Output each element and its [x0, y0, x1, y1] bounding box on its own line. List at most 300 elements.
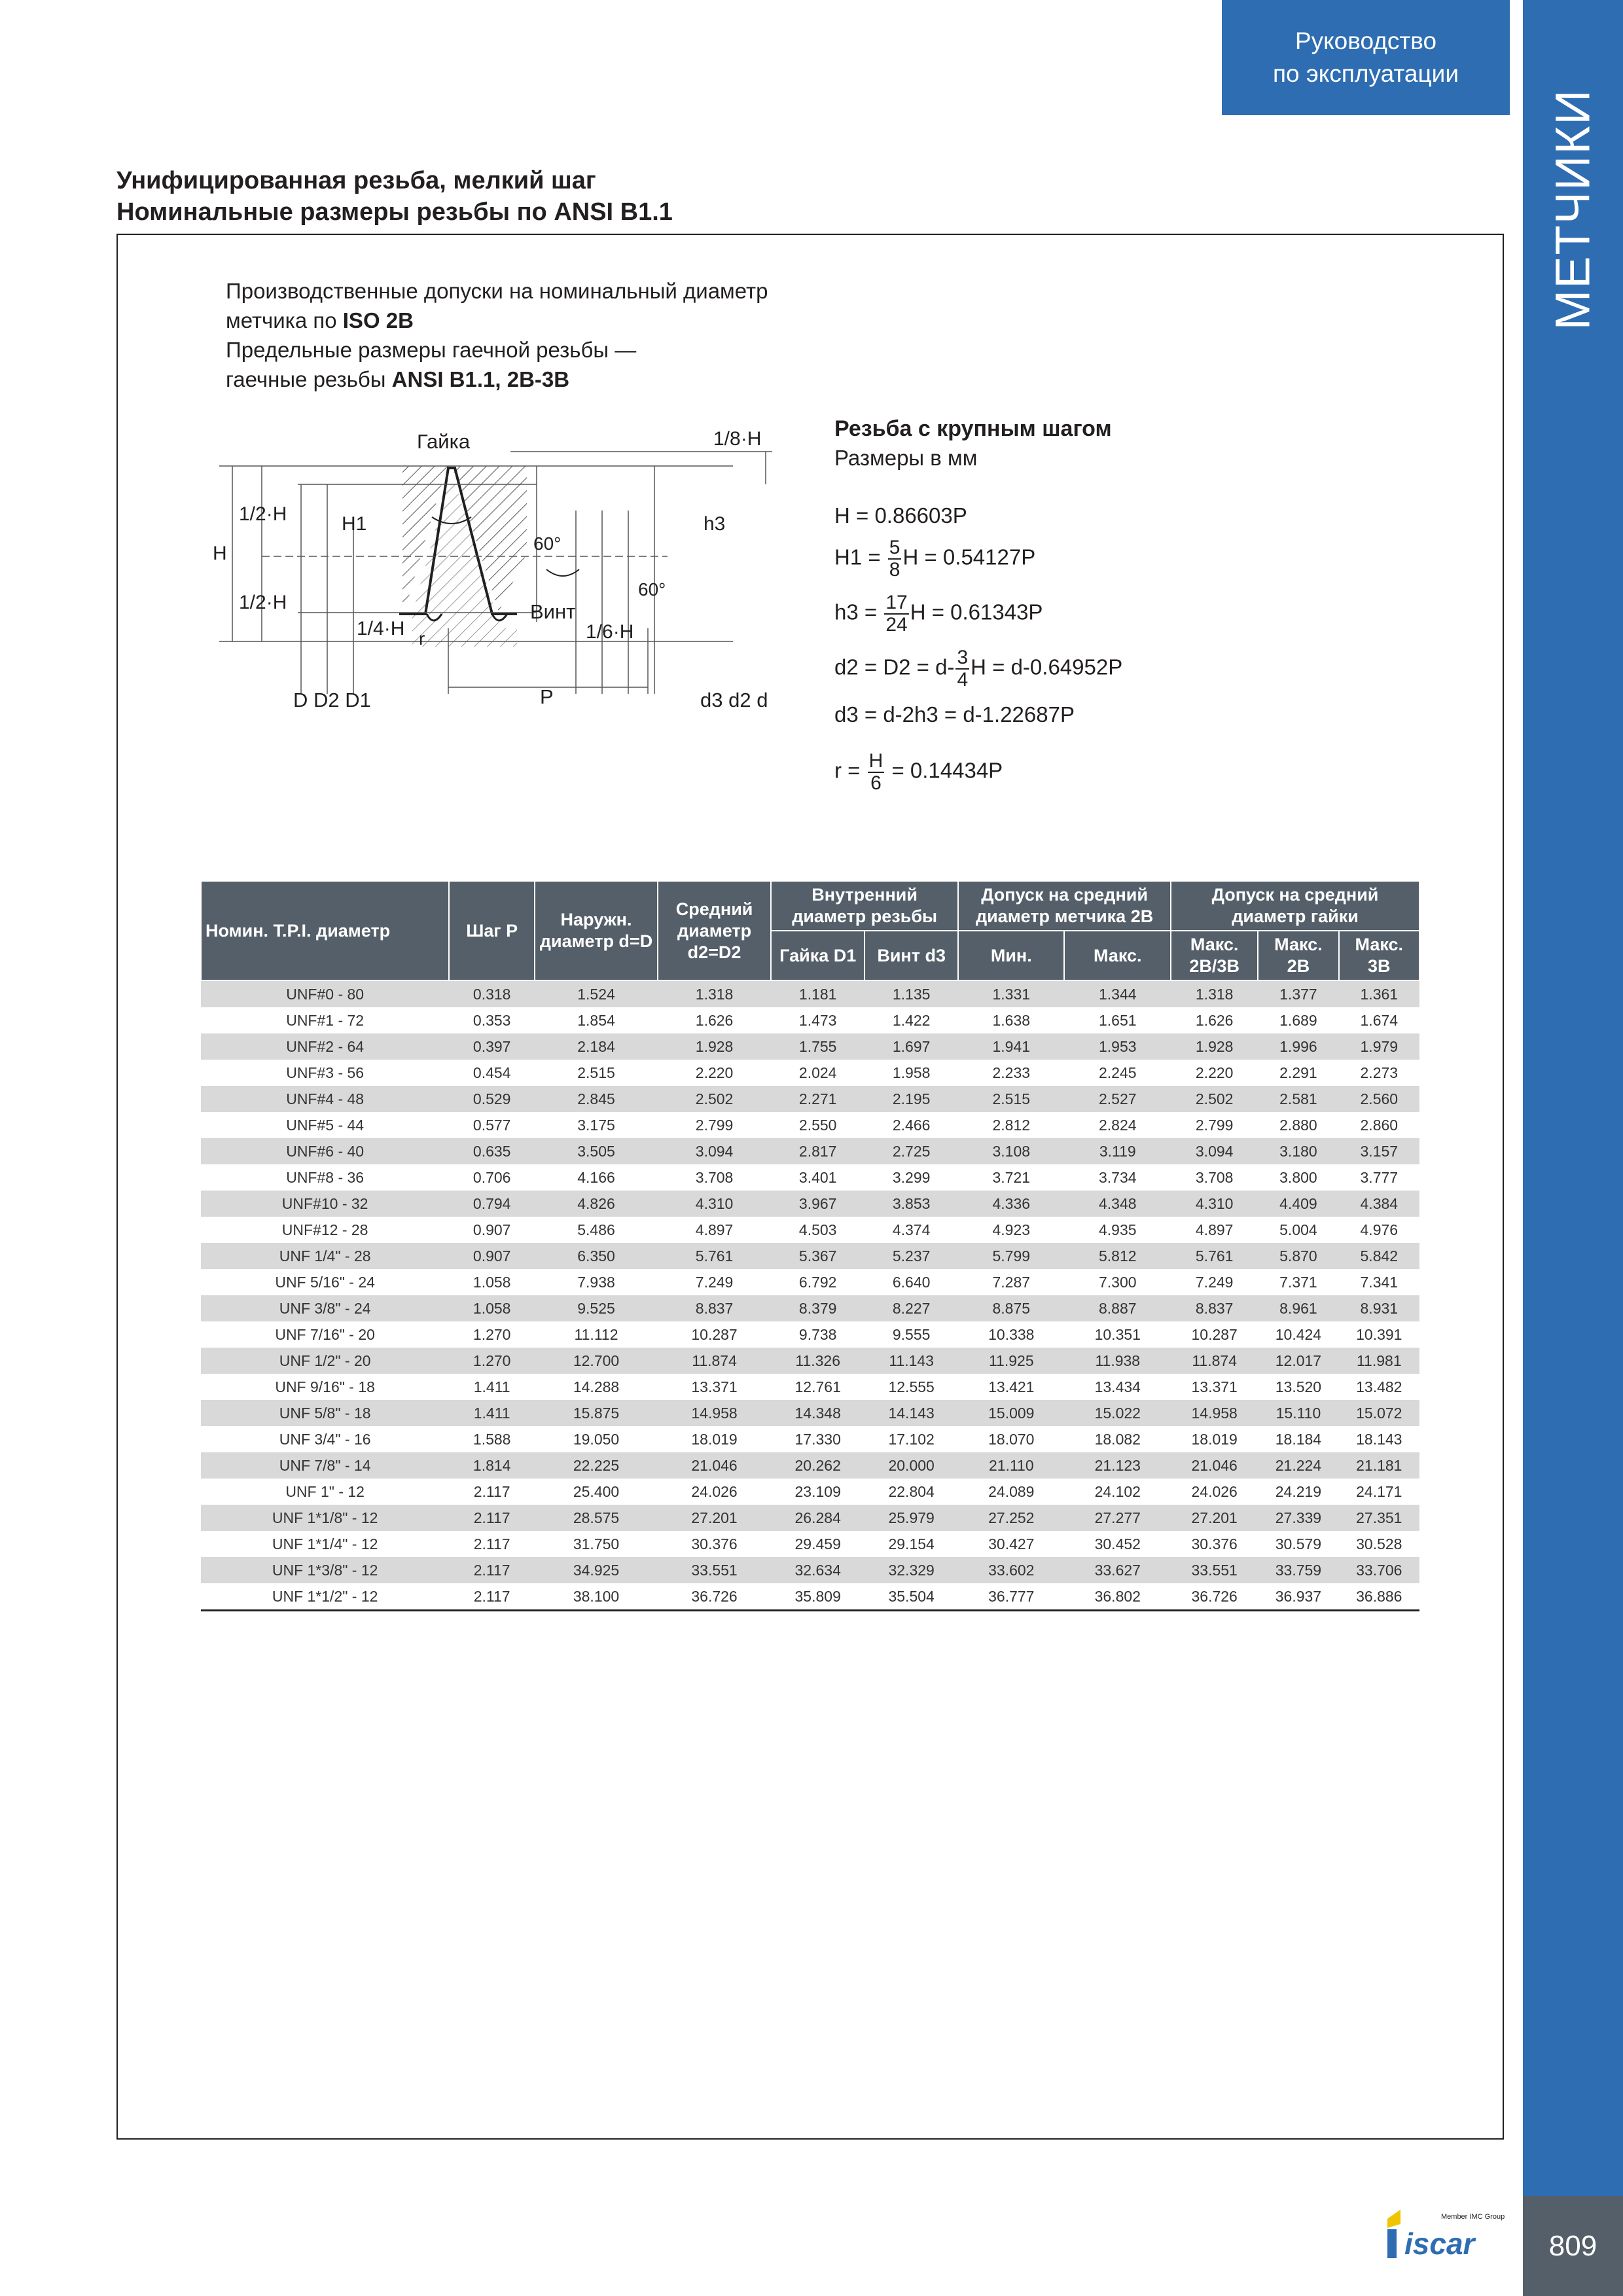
label-nut: Гайка — [417, 430, 471, 453]
table-cell: 2.466 — [865, 1112, 958, 1138]
table-cell: 1.958 — [865, 1060, 958, 1086]
cell-designation: UNF 7/16" - 20 — [201, 1321, 449, 1348]
cell-designation: UNF#3 - 56 — [201, 1060, 449, 1086]
table-cell: 30.528 — [1339, 1531, 1419, 1557]
table-cell: 1.626 — [1171, 1007, 1258, 1033]
label-sixth-h: 1/6·H — [586, 621, 634, 643]
table-cell: 7.341 — [1339, 1269, 1419, 1295]
table-cell: 11.874 — [658, 1348, 771, 1374]
table-cell: 10.287 — [658, 1321, 771, 1348]
table-cell: 2.024 — [771, 1060, 865, 1086]
table-cell: 11.112 — [535, 1321, 658, 1348]
cell-designation: UNF 3/8" - 24 — [201, 1295, 449, 1321]
table-cell: 28.575 — [535, 1505, 658, 1531]
table-cell: 1.524 — [535, 980, 658, 1007]
table-cell: 21.046 — [1171, 1452, 1258, 1479]
manual-header-line2: по эксплуатации — [1273, 60, 1459, 87]
col-nominal: Номин. T.P.I. диаметр — [201, 881, 449, 980]
cell-designation: UNF 1/4" - 28 — [201, 1243, 449, 1269]
table-cell: 1.270 — [449, 1348, 535, 1374]
table-cell: 10.424 — [1258, 1321, 1338, 1348]
label-r: r — [419, 628, 425, 649]
table-cell: 10.287 — [1171, 1321, 1258, 1348]
intro-line1: Производственные допуски на номинальный диаметр — [226, 279, 768, 303]
table-cell: 0.635 — [449, 1138, 535, 1164]
table-cell: 2.725 — [865, 1138, 958, 1164]
table-cell: 14.143 — [865, 1400, 958, 1426]
table-cell: 9.738 — [771, 1321, 865, 1348]
table-cell: 4.935 — [1064, 1217, 1171, 1243]
table-cell: 33.759 — [1258, 1557, 1338, 1583]
table-cell: 17.102 — [865, 1426, 958, 1452]
table-cell: 6.350 — [535, 1243, 658, 1269]
label-h1: H1 — [342, 513, 367, 535]
table-cell: 3.094 — [1171, 1138, 1258, 1164]
col-tap-min: Мин. — [958, 931, 1064, 980]
table-cell: 8.837 — [1171, 1295, 1258, 1321]
table-cell: 1.697 — [865, 1033, 958, 1060]
table-row — [201, 1348, 1419, 1374]
col-pitch: Шаг P — [449, 881, 535, 980]
table-cell: 2.117 — [449, 1583, 535, 1611]
page-number: 809 — [1523, 2196, 1623, 2296]
formulas-subtitle: Размеры в мм — [834, 446, 978, 470]
table-cell: 2.220 — [658, 1060, 771, 1086]
table-row — [201, 1426, 1419, 1452]
table-cell: 7.249 — [658, 1269, 771, 1295]
table-cell: 22.225 — [535, 1452, 658, 1479]
table-row — [201, 1295, 1419, 1321]
table-cell: 0.907 — [449, 1243, 535, 1269]
table-cell: 29.154 — [865, 1531, 958, 1557]
table-cell: 21.046 — [658, 1452, 771, 1479]
table-cell: 10.338 — [958, 1321, 1064, 1348]
table-cell: 13.421 — [958, 1374, 1064, 1400]
cell-designation: UNF#4 - 48 — [201, 1086, 449, 1112]
table-row — [201, 1531, 1419, 1557]
table-cell: 1.181 — [771, 980, 865, 1007]
table-cell: 7.300 — [1064, 1269, 1171, 1295]
table-cell: 2.515 — [535, 1060, 658, 1086]
svg-text:iscar: iscar — [1404, 2227, 1475, 2261]
table-row — [201, 980, 1419, 1007]
table-cell: 9.555 — [865, 1321, 958, 1348]
label-nut-diameters: D D2 D1 — [293, 689, 371, 711]
table-cell: 0.794 — [449, 1191, 535, 1217]
table-cell: 3.734 — [1064, 1164, 1171, 1191]
table-cell: 36.802 — [1064, 1583, 1171, 1611]
table-cell: 0.706 — [449, 1164, 535, 1191]
table-cell: 1.928 — [658, 1033, 771, 1060]
table-cell: 29.459 — [771, 1531, 865, 1557]
cell-designation: UNF#6 - 40 — [201, 1138, 449, 1164]
table-cell: 33.551 — [1171, 1557, 1258, 1583]
table-cell: 3.094 — [658, 1138, 771, 1164]
table-cell: 2.799 — [1171, 1112, 1258, 1138]
table-cell: 1.953 — [1064, 1033, 1171, 1060]
table-cell: 13.482 — [1339, 1374, 1419, 1400]
cell-designation: UNF 1*3/8" - 12 — [201, 1557, 449, 1583]
table-cell: 8.837 — [658, 1295, 771, 1321]
table-cell: 4.897 — [658, 1217, 771, 1243]
label-pitch: P — [540, 685, 554, 708]
thread-dimensions-table — [200, 880, 1420, 1611]
table-cell: 10.351 — [1064, 1321, 1171, 1348]
table-cell: 1.361 — [1339, 980, 1419, 1007]
table-cell: 2.880 — [1258, 1112, 1338, 1138]
table-cell: 8.887 — [1064, 1295, 1171, 1321]
cell-designation: UNF 5/16" - 24 — [201, 1269, 449, 1295]
table-cell: 21.181 — [1339, 1452, 1419, 1479]
table-cell: 18.184 — [1258, 1426, 1338, 1452]
table-row — [201, 1007, 1419, 1033]
intro-line3: Предельные размеры гаечной резьбы — — [226, 338, 637, 362]
label-h: H — [213, 543, 227, 564]
table-row — [201, 1033, 1419, 1060]
table-cell: 1.422 — [865, 1007, 958, 1033]
table-cell: 2.860 — [1339, 1112, 1419, 1138]
table-cell: 1.755 — [771, 1033, 865, 1060]
table-cell: 32.634 — [771, 1557, 865, 1583]
table-cell: 1.626 — [658, 1007, 771, 1033]
table-cell: 15.875 — [535, 1400, 658, 1426]
table-cell: 2.824 — [1064, 1112, 1171, 1138]
intro-line2: метчика по ISO 2B — [226, 308, 414, 332]
table-cell: 30.452 — [1064, 1531, 1171, 1557]
table-cell: 2.799 — [658, 1112, 771, 1138]
table-cell: 26.284 — [771, 1505, 865, 1531]
table-cell: 4.384 — [1339, 1191, 1419, 1217]
table-cell: 34.925 — [535, 1557, 658, 1583]
label-quarter-h: 1/4·H — [357, 618, 405, 639]
label-h3: h3 — [704, 513, 726, 535]
table-cell: 0.907 — [449, 1217, 535, 1243]
label-angle-1: 60° — [533, 533, 562, 554]
table-cell: 4.310 — [658, 1191, 771, 1217]
cell-designation: UNF 7/8" - 14 — [201, 1452, 449, 1479]
table-cell: 24.089 — [958, 1479, 1064, 1505]
table-cell: 18.082 — [1064, 1426, 1171, 1452]
table-cell: 7.249 — [1171, 1269, 1258, 1295]
col-mean-diameter: Средний диаметр d2=D2 — [658, 881, 771, 980]
formula-h: H = 0.86603P — [834, 503, 967, 528]
table-cell: 1.854 — [535, 1007, 658, 1033]
table-cell: 2.195 — [865, 1086, 958, 1112]
table-cell: 0.353 — [449, 1007, 535, 1033]
table-cell: 7.938 — [535, 1269, 658, 1295]
table-cell: 3.800 — [1258, 1164, 1338, 1191]
table-cell: 5.799 — [958, 1243, 1064, 1269]
table-cell: 1.928 — [1171, 1033, 1258, 1060]
table-cell: 12.555 — [865, 1374, 958, 1400]
table-cell: 1.270 — [449, 1321, 535, 1348]
table-cell: 11.925 — [958, 1348, 1064, 1374]
table-cell: 2.117 — [449, 1531, 535, 1557]
table-cell: 2.581 — [1258, 1086, 1338, 1112]
table-cell: 5.870 — [1258, 1243, 1338, 1269]
cell-designation: UNF 1/2" - 20 — [201, 1348, 449, 1374]
table-cell: 12.017 — [1258, 1348, 1338, 1374]
cell-designation: UNF 1*1/2" - 12 — [201, 1583, 449, 1611]
cell-designation: UNF#8 - 36 — [201, 1164, 449, 1191]
formula-d3: d3 = d-2h3 = d-1.22687P — [834, 702, 1075, 726]
table-cell: 1.135 — [865, 980, 958, 1007]
table-cell: 0.577 — [449, 1112, 535, 1138]
table-cell: 1.996 — [1258, 1033, 1338, 1060]
table-cell: 4.503 — [771, 1217, 865, 1243]
table-cell: 5.812 — [1064, 1243, 1171, 1269]
cell-designation: UNF 1" - 12 — [201, 1479, 449, 1505]
table-cell: 4.310 — [1171, 1191, 1258, 1217]
table-cell: 8.875 — [958, 1295, 1064, 1321]
table-cell: 2.291 — [1258, 1060, 1338, 1086]
col-nut-max-2b: Макс. 2B — [1258, 931, 1338, 980]
label-angle-2: 60° — [638, 579, 666, 600]
label-eighth-h: 1/8·H — [713, 428, 762, 450]
table-cell: 18.070 — [958, 1426, 1064, 1452]
table-cell: 2.273 — [1339, 1060, 1419, 1086]
table-row — [201, 1374, 1419, 1400]
table-cell: 24.026 — [1171, 1479, 1258, 1505]
table-cell: 2.184 — [535, 1033, 658, 1060]
table-cell: 33.706 — [1339, 1557, 1419, 1583]
table-cell: 3.505 — [535, 1138, 658, 1164]
col-nut-d1: Гайка D1 — [771, 931, 865, 980]
table-cell: 8.931 — [1339, 1295, 1419, 1321]
table-cell: 11.981 — [1339, 1348, 1419, 1374]
label-half-h-bottom: 1/2·H — [239, 592, 287, 613]
table-cell: 3.299 — [865, 1164, 958, 1191]
table-cell: 2.220 — [1171, 1060, 1258, 1086]
table-cell: 3.119 — [1064, 1138, 1171, 1164]
table-row — [201, 1086, 1419, 1112]
table-cell: 14.348 — [771, 1400, 865, 1426]
table-cell: 13.434 — [1064, 1374, 1171, 1400]
table-cell: 27.339 — [1258, 1505, 1338, 1531]
table-cell: 36.937 — [1258, 1583, 1338, 1611]
formula-h1: H1 = $\frac{5}{8}$ H = 0.54127P — [834, 537, 1036, 581]
table-cell: 12.700 — [535, 1348, 658, 1374]
table-cell: 23.109 — [771, 1479, 865, 1505]
table-row — [201, 1112, 1419, 1138]
table-row — [201, 1191, 1419, 1217]
table-cell: 3.108 — [958, 1138, 1064, 1164]
cell-designation: UNF#5 - 44 — [201, 1112, 449, 1138]
table-cell: 1.331 — [958, 980, 1064, 1007]
table-cell: 11.326 — [771, 1348, 865, 1374]
col-tap-tolerance: Допуск на средний диаметр метчика 2B — [958, 881, 1171, 931]
table-cell: 36.777 — [958, 1583, 1064, 1611]
table-cell: 8.379 — [771, 1295, 865, 1321]
table-cell: 1.058 — [449, 1269, 535, 1295]
table-cell: 21.110 — [958, 1452, 1064, 1479]
table-row — [201, 1557, 1419, 1583]
table-cell: 30.376 — [1171, 1531, 1258, 1557]
table-cell: 36.726 — [658, 1583, 771, 1611]
table-cell: 18.019 — [658, 1426, 771, 1452]
col-nut-max-3b: Макс. 3B — [1339, 931, 1419, 980]
title-line1: Унифицированная резьба, мелкий шаг — [116, 167, 596, 194]
table-cell: 5.486 — [535, 1217, 658, 1243]
table-cell: 18.143 — [1339, 1426, 1419, 1452]
table-cell: 3.721 — [958, 1164, 1064, 1191]
table-cell: 7.371 — [1258, 1269, 1338, 1295]
table-cell: 33.627 — [1064, 1557, 1171, 1583]
table-row — [201, 1321, 1419, 1348]
table-cell: 25.979 — [865, 1505, 958, 1531]
cell-designation: UNF#10 - 32 — [201, 1191, 449, 1217]
table-cell: 6.792 — [771, 1269, 865, 1295]
cell-designation: UNF 1*1/8" - 12 — [201, 1505, 449, 1531]
table-cell: 11.874 — [1171, 1348, 1258, 1374]
table-cell: 12.761 — [771, 1374, 865, 1400]
table-cell: 4.409 — [1258, 1191, 1338, 1217]
table-cell: 5.237 — [865, 1243, 958, 1269]
intro-text — [226, 276, 768, 394]
page-title — [116, 165, 673, 228]
table-cell: 13.371 — [1171, 1374, 1258, 1400]
table-cell: 9.525 — [535, 1295, 658, 1321]
table-body — [201, 980, 1419, 1611]
table-cell: 8.961 — [1258, 1295, 1338, 1321]
table-cell: 3.708 — [658, 1164, 771, 1191]
table-row — [201, 1269, 1419, 1295]
cell-designation: UNF 3/4" - 16 — [201, 1426, 449, 1452]
table-cell: 21.123 — [1064, 1452, 1171, 1479]
table-cell: 27.277 — [1064, 1505, 1171, 1531]
sidebar — [1523, 0, 1623, 2296]
table-cell: 2.502 — [658, 1086, 771, 1112]
table-cell: 22.804 — [865, 1479, 958, 1505]
formula-r: r = $\frac{H}{6}$ = 0.14434P — [834, 750, 1003, 794]
sidebar-title: МЕТЧИКИ — [1545, 88, 1600, 331]
formula-d2: d2 = D2 = d- $\frac{3}{4}$ H = d-0.64952P — [834, 647, 1123, 691]
formula-h3: h3 = $\frac{17}{24}$ H = 0.61343P — [834, 592, 1043, 636]
table-cell: 15.022 — [1064, 1400, 1171, 1426]
title-line2: Номинальные размеры резьбы по ANSI B1.1 — [116, 198, 673, 226]
table-cell: 1.344 — [1064, 980, 1171, 1007]
table-cell: 2.233 — [958, 1060, 1064, 1086]
cell-designation: UNF 5/8" - 18 — [201, 1400, 449, 1426]
table-cell: 2.271 — [771, 1086, 865, 1112]
table-cell: 35.809 — [771, 1583, 865, 1611]
table-cell: 35.504 — [865, 1583, 958, 1611]
table-cell: 1.674 — [1339, 1007, 1419, 1033]
table-cell: 33.602 — [958, 1557, 1064, 1583]
table-cell: 30.376 — [658, 1531, 771, 1557]
table-cell: 4.923 — [958, 1217, 1064, 1243]
table-cell: 0.318 — [449, 980, 535, 1007]
table-cell: 27.252 — [958, 1505, 1064, 1531]
table-row — [201, 1400, 1419, 1426]
thread-profile-diagram — [196, 419, 785, 720]
intro-line4: гаечные резьбы ANSI B1.1, 2B-3B — [226, 367, 570, 391]
table-row — [201, 1060, 1419, 1086]
table-row — [201, 1243, 1419, 1269]
formulas-title: Резьба с крупным шагом — [834, 416, 1112, 441]
table-cell: 32.329 — [865, 1557, 958, 1583]
table-cell: 18.019 — [1171, 1426, 1258, 1452]
table-cell: 14.958 — [658, 1400, 771, 1426]
table-cell: 11.938 — [1064, 1348, 1171, 1374]
table-row — [201, 1452, 1419, 1479]
col-nut-tolerance: Допуск на средний диаметр гайки — [1171, 881, 1419, 931]
col-nut-max-2b3b: Макс. 2B/3B — [1171, 931, 1258, 980]
table-cell: 4.826 — [535, 1191, 658, 1217]
cell-designation: UNF 1*1/4" - 12 — [201, 1531, 449, 1557]
table-cell: 33.551 — [658, 1557, 771, 1583]
table-row — [201, 1583, 1419, 1611]
cell-designation: UNF#1 - 72 — [201, 1007, 449, 1033]
table-row — [201, 1138, 1419, 1164]
cell-designation: UNF#0 - 80 — [201, 980, 449, 1007]
table-cell: 24.102 — [1064, 1479, 1171, 1505]
manual-header-line1: Руководство — [1294, 27, 1437, 54]
table-cell: 5.367 — [771, 1243, 865, 1269]
table-cell: 3.401 — [771, 1164, 865, 1191]
table-cell: 2.245 — [1064, 1060, 1171, 1086]
table-cell: 27.201 — [658, 1505, 771, 1531]
table-cell: 1.941 — [958, 1033, 1064, 1060]
table-cell: 30.579 — [1258, 1531, 1338, 1557]
table-cell: 36.726 — [1171, 1583, 1258, 1611]
table-cell: 2.560 — [1339, 1086, 1419, 1112]
table-cell: 15.009 — [958, 1400, 1064, 1426]
table-cell: 3.777 — [1339, 1164, 1419, 1191]
table-cell: 36.886 — [1339, 1583, 1419, 1611]
iscar-logo — [1386, 2207, 1510, 2262]
table-cell: 38.100 — [535, 1583, 658, 1611]
table-cell: 4.336 — [958, 1191, 1064, 1217]
cell-designation: UNF 9/16" - 18 — [201, 1374, 449, 1400]
table-cell: 3.853 — [865, 1191, 958, 1217]
table-cell: 21.224 — [1258, 1452, 1338, 1479]
table-cell: 3.708 — [1171, 1164, 1258, 1191]
manual-header-box — [1222, 0, 1510, 115]
table-cell: 8.227 — [865, 1295, 958, 1321]
table-cell: 27.201 — [1171, 1505, 1258, 1531]
table-cell: 10.391 — [1339, 1321, 1419, 1348]
table-cell: 5.842 — [1339, 1243, 1419, 1269]
table-cell: 13.371 — [658, 1374, 771, 1400]
table-cell: 1.411 — [449, 1374, 535, 1400]
cell-designation: UNF#2 - 64 — [201, 1033, 449, 1060]
table-row — [201, 1164, 1419, 1191]
table-cell: 2.550 — [771, 1112, 865, 1138]
table-cell: 0.529 — [449, 1086, 535, 1112]
table-cell: 4.374 — [865, 1217, 958, 1243]
label-screw: Винт — [530, 600, 576, 623]
label-half-h-top: 1/2·H — [239, 503, 287, 525]
table-cell: 2.117 — [449, 1557, 535, 1583]
svg-text:Member IMC Group: Member IMC Group — [1441, 2213, 1505, 2221]
table-cell: 1.473 — [771, 1007, 865, 1033]
table-cell: 14.958 — [1171, 1400, 1258, 1426]
table-cell: 2.812 — [958, 1112, 1064, 1138]
table-cell: 1.588 — [449, 1426, 535, 1452]
table-cell: 1.814 — [449, 1452, 535, 1479]
table-cell: 5.761 — [1171, 1243, 1258, 1269]
table-cell: 15.110 — [1258, 1400, 1338, 1426]
table-cell: 24.219 — [1258, 1479, 1338, 1505]
table-row — [201, 1217, 1419, 1243]
table-cell: 17.330 — [771, 1426, 865, 1452]
table-cell: 27.351 — [1339, 1505, 1419, 1531]
table-cell: 2.845 — [535, 1086, 658, 1112]
table-cell: 2.117 — [449, 1505, 535, 1531]
table-cell: 30.427 — [958, 1531, 1064, 1557]
table-cell: 1.979 — [1339, 1033, 1419, 1060]
